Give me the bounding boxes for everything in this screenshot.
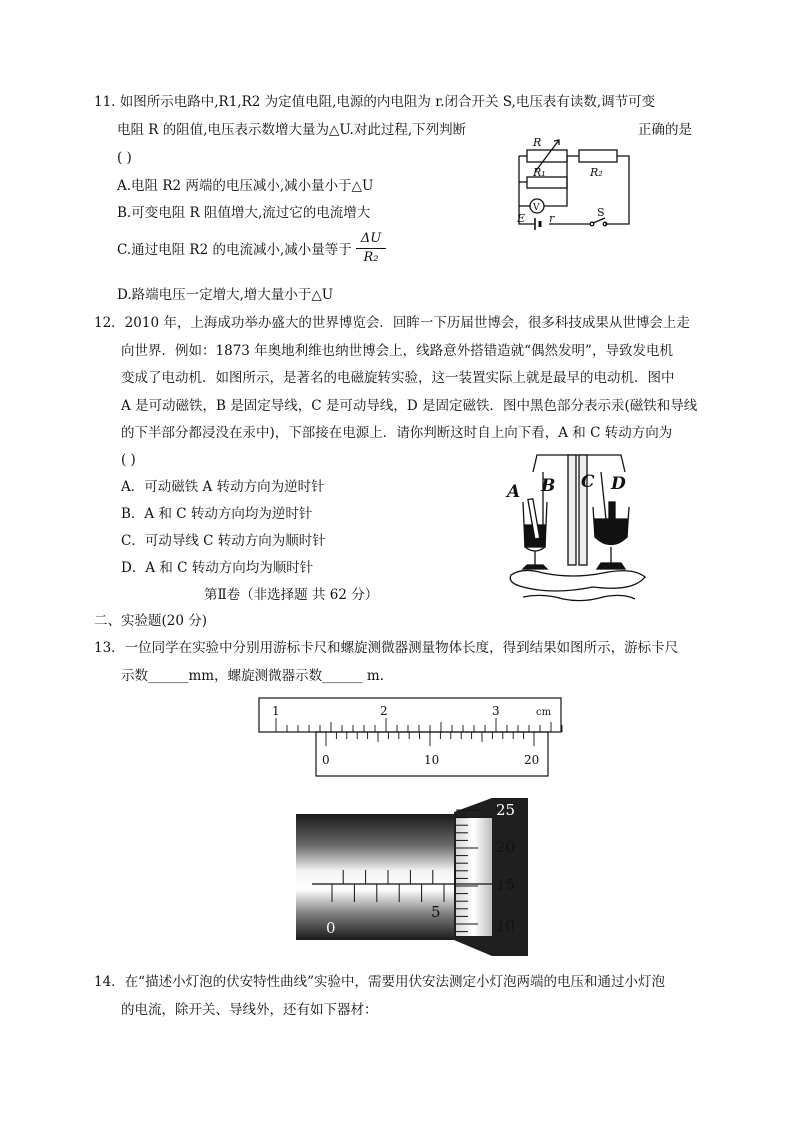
electromagnetic-rotation-figure: [503, 447, 653, 605]
label-R1: R₁: [533, 166, 546, 179]
fraction-denominator: R₂: [363, 250, 379, 265]
q13-line1: 13．一位同学在实验中分别用游标卡尺和螺旋测微器测量物体长度，得到结果如图所示，游标卡尺: [94, 640, 679, 656]
label-D: D: [611, 474, 626, 494]
caliper-main-label-2: 2: [380, 704, 388, 718]
q12-line5: 的下半部分都浸没在汞中)，下部接在电源上．请你判断这时自上向下看，A 和 C 转动方向为: [121, 425, 673, 441]
micrometer-thimble-label-20: 20: [496, 838, 516, 856]
label-r: r: [549, 212, 555, 225]
q11-option-b: B.可变电阻 R 阻值增大,流过它的电流增大: [117, 205, 371, 221]
q14-line1: 14．在“描述小灯泡的伏安特性曲线”实验中，需要用伏安法测定小灯泡两端的电压和通过小灯泡: [94, 974, 665, 990]
q12-option-c: C．可动导线 C 转动方向为顺时针: [121, 533, 326, 549]
micrometer-thimble-label-15: 15: [496, 876, 516, 894]
caliper-main-label-3: 3: [492, 704, 500, 718]
micrometer-thimble-label-25: 25: [496, 801, 516, 819]
circuit-diagram: [505, 132, 635, 242]
caliper-vernier-label-20: 20: [524, 753, 540, 767]
micrometer-sleeve-label-0: 0: [326, 919, 336, 937]
q11-answer-paren: ( ): [117, 150, 132, 166]
q14-line2: 的电流，除开关、导线外，还有如下器材：: [121, 1002, 378, 1018]
q12-option-a: A．可动磁铁 A 转动方向为逆时针: [121, 479, 325, 495]
label-V: V: [533, 203, 540, 213]
micrometer-thimble-label-10: 10: [496, 917, 516, 935]
section-heading: 二、实验题(20 分): [94, 613, 208, 629]
screw-micrometer: [296, 790, 528, 956]
label-A: A: [507, 482, 521, 502]
q11-line2: 电阻 R 的阻值,电压表示数增大量为△U.对此过程,下列判断: [117, 122, 467, 138]
fraction-numerator: ΔU: [356, 230, 386, 249]
q12-line2: 向世界．例如：1873 年奥地利维也纳世博会上，线路意外搭错造就“偶然发明”，导致发电机: [121, 343, 673, 359]
q11-option-c-fraction: [356, 230, 386, 267]
q12-option-b: B．A 和 C 转动方向均为逆时针: [121, 506, 313, 522]
q11-option-d: D.路端电压一定增大,增大量小于△U: [117, 287, 334, 303]
caliper-vernier-label-10: 10: [424, 753, 440, 767]
label-R2: R₂: [590, 166, 603, 179]
q12-line3: 变成了电动机．如图所示，是著名的电磁旋转实验，这一装置实际上就是最早的电动机．图中: [121, 370, 675, 386]
micrometer-sleeve-label-5: 5: [431, 903, 441, 921]
q11-line2-end: 正确的是: [638, 122, 692, 138]
label-B: B: [541, 476, 556, 496]
vernier-caliper: [258, 692, 564, 782]
label-S: S: [597, 206, 605, 219]
q11-line1: 11. 如图所示电路中,R1,R2 为定值电阻,电源的内电阻为 r.闭合开关 S,电压表有读数,调节可变: [94, 94, 656, 110]
label-R: R: [533, 136, 542, 149]
label-E: E: [517, 212, 526, 225]
caliper-vernier-label-0: 0: [322, 753, 330, 767]
caliper-main-label-1: 1: [272, 704, 280, 718]
label-C: C: [581, 472, 595, 492]
caliper-unit-label: cm: [536, 707, 552, 718]
q12-line4: A 是可动磁铁，B 是固定导线，C 是可动导线，D 是固定磁铁．图中黑色部分表示汞(磁铁和导线: [121, 398, 698, 414]
q11-option-a: A.电阻 R2 两端的电压减小,减小量小于△U: [117, 178, 374, 194]
q12-line1: 12．2010 年，上海成功举办盛大的世界博览会．回眸一下历届世博会，很多科技成果从世博会上走: [94, 315, 690, 331]
q11-option-c: C.通过电阻 R2 的电流减小,减小量等于: [117, 242, 352, 258]
q12-option-d: D．A 和 C 转动方向均为顺时针: [121, 560, 314, 576]
volume-title: 第Ⅱ卷（非选择题 共 62 分）: [204, 587, 379, 603]
q12-answer-paren: ( ): [121, 452, 136, 468]
q13-line2: 示数______mm，螺旋测微器示数______ m.: [121, 668, 384, 684]
